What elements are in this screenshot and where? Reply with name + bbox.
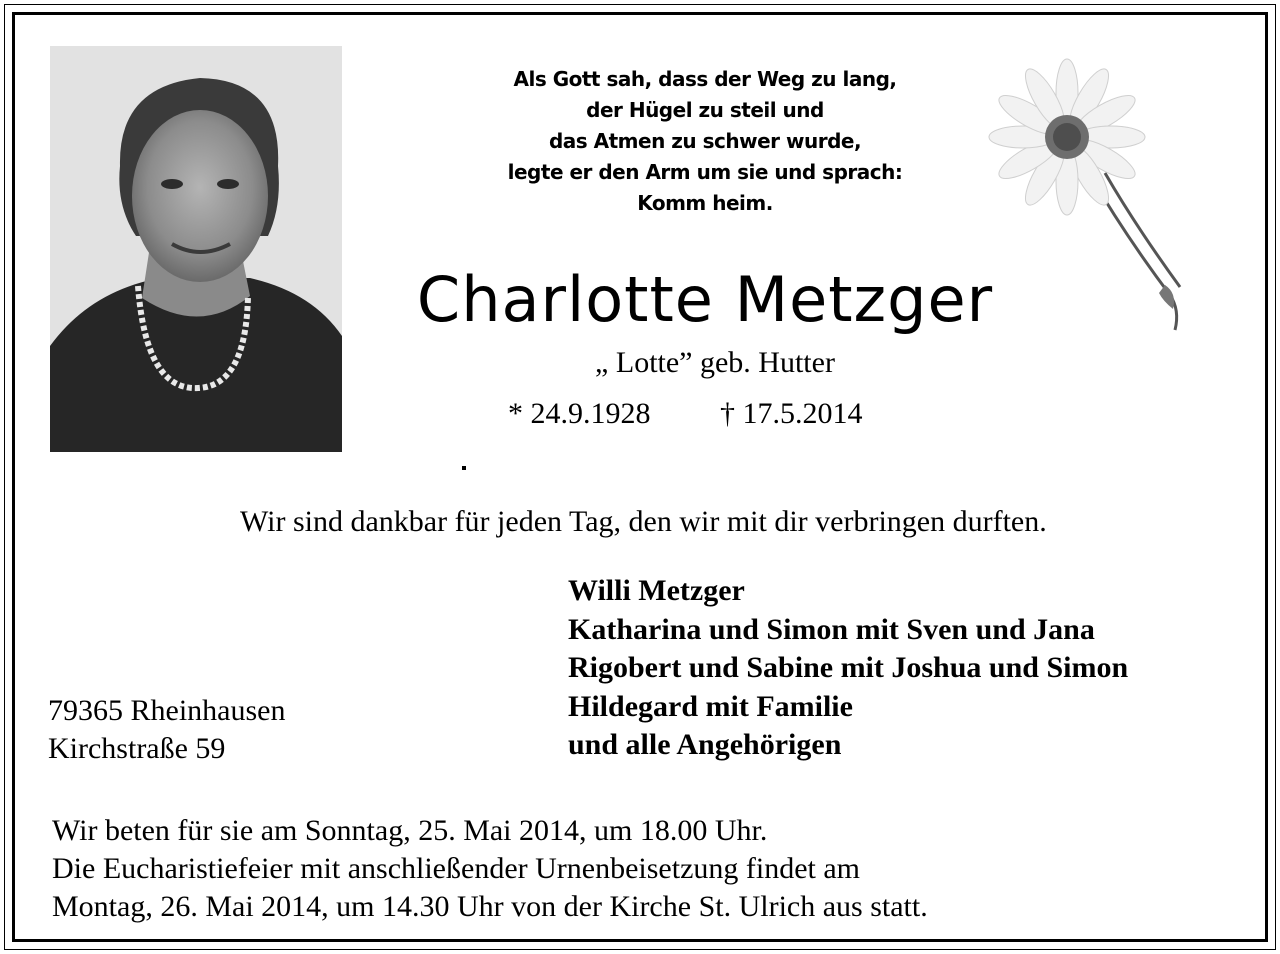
poem (430, 64, 980, 219)
dot-mark (462, 466, 466, 470)
portrait-image (50, 46, 342, 452)
poem-line: legte er den Arm um sie und sprach: (507, 160, 903, 184)
death-date: † 17.5.2014 (720, 397, 863, 430)
thanks-text: Wir sind dankbar für jeden Tag, den wir mit dir verbringen durften. (240, 505, 1047, 538)
address (48, 692, 468, 768)
mourner-line: Hildegard mit Familie (568, 689, 853, 723)
mourner-line: Rigobert und Sabine mit Joshua und Simon (568, 651, 1129, 684)
deceased-nickname: „ Lotte” geb. Hutter (595, 346, 835, 379)
poem-line: Als Gott sah, dass der Weg zu lang, (513, 67, 897, 91)
poem-line: das Atmen zu schwer wurde, (548, 129, 862, 153)
birth-date: * 24.9.1928 (508, 397, 651, 430)
notice-line: Wir beten für sie am Sonntag, 25. Mai 2014, um 18.00 Uhr. (52, 814, 768, 847)
notice-line: Montag, 26. Mai 2014, um 14.30 Uhr von der Kirche St. Ulrich aus statt. (52, 890, 928, 923)
address-city: 79365 Rheinhausen (48, 694, 286, 727)
deceased-name: Charlotte Metzger (416, 263, 994, 336)
address-street: Kirchstraße 59 (48, 732, 226, 765)
portrait-photo (50, 46, 342, 452)
poem-line: der Hügel zu steil und (586, 98, 824, 122)
mourner-line: Willi Metzger (568, 574, 745, 607)
mourners-list (568, 572, 1248, 765)
service-notice (52, 812, 1232, 926)
poem-line: Komm heim. (637, 191, 773, 215)
mourner-line: Katharina und Simon mit Sven und Jana (568, 612, 1095, 646)
mourner-line: und alle Angehörigen (568, 728, 842, 761)
notice-line: Die Eucharistiefeier mit anschließender Urnenbeisetzung findet am (52, 852, 861, 885)
